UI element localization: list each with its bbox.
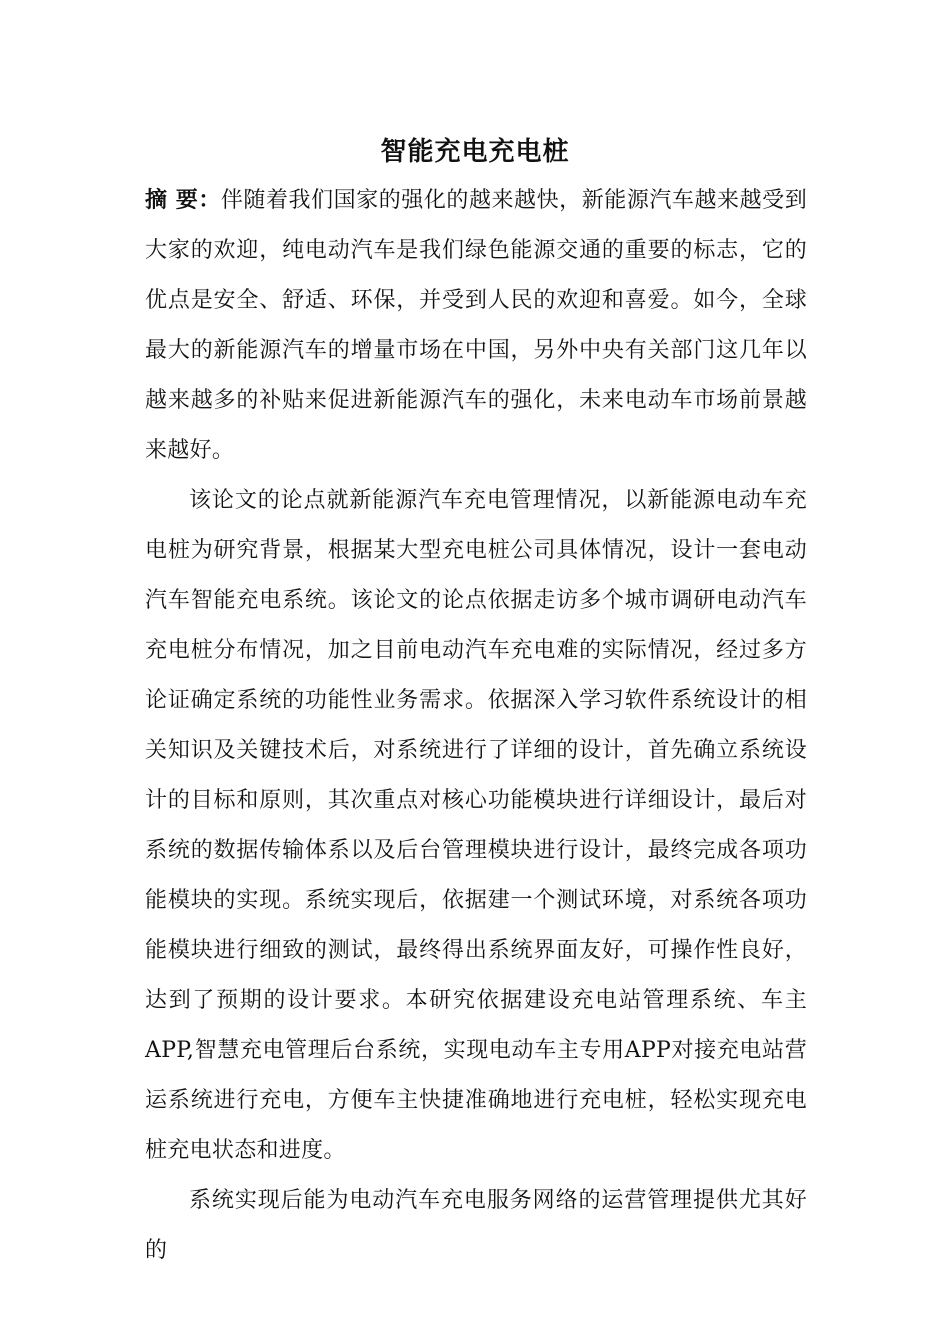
body-paragraph-1: 该论文的论点就新能源汽车充电管理情况，以新能源电动车充电桩为研究背景，根据某大型充电桩公司具体情况，设计一套电动汽车智能充电系统。该论文的论点依据走访多个城市调研电动汽车充电桩分布情况，加之目前电动汽车充电难的实际情况，经过多方论证确定系统的功能性业务需求。依据深入学习软件系统设计的相关知识及关键技术后，对系统进行了详细的设计，首先确立系统设计的目标和原则，其次重点对核心功能模块进行详细设计，最后对系统的数据传输体系以及后台管理模块进行设计，最终完成各项功能模块的实现。系统实现后，依据建一个测试环境，对系统各项功能模块进行细致的测试，最终得出系统界面友好，可操作性良好，达到了预期的设计要求。本研究依据建设充电站管理系统、车主APP,智慧充电管理后台系统，实现电动车主专用APP对接充电站营运系统进行充电，方便车主快捷准确地进行充电桩，轻松实现充电桩充电状态和进度。 [145, 488, 807, 1163]
abstract-paragraph [145, 176, 807, 476]
document-body [145, 176, 807, 1276]
abstract-label: 摘 要： [145, 188, 221, 213]
document-title: 智能充电充电桩 [380, 137, 570, 167]
body-paragraph-2: 系统实现后能为电动汽车充电服务网络的运营管理提供尤其好的 [145, 1188, 807, 1263]
abstract-text: 伴随着我们国家的强化的越来越快，新能源汽车越来越受到大家的欢迎，纯电动汽车是我们绿色能源交通的重要的标志，它的优点是安全、舒适、环保，并受到人民的欢迎和喜爱。如今，全球最大的新能源汽车的增量市场在中国，另外中央有关部门这几年以越来越多的补贴来促进新能源汽车的强化，未来电动车市场前景越来越好。 [145, 188, 807, 463]
